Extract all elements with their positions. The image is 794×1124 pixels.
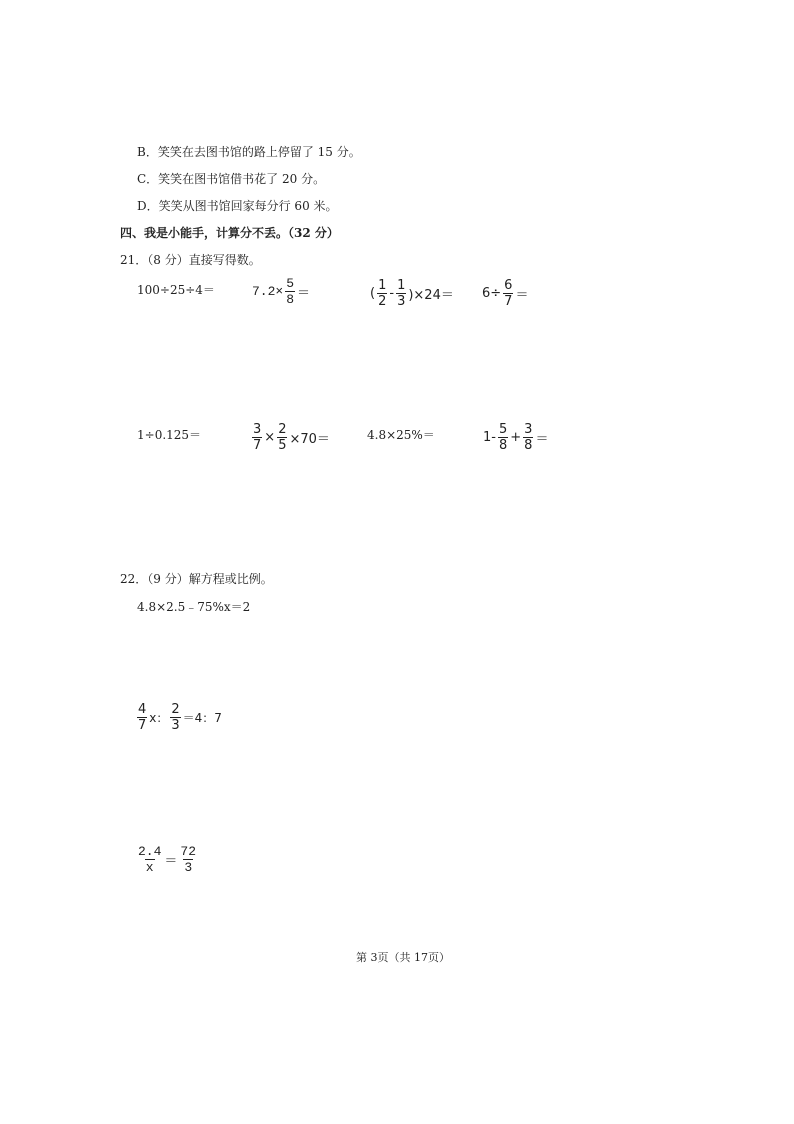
fraction xyxy=(137,703,147,732)
expr-2-pre: 7.2× xyxy=(252,284,284,299)
expr-4 xyxy=(482,279,528,308)
denominator: 7 xyxy=(138,718,147,733)
numerator: 3 xyxy=(253,422,262,437)
option-d: D．笑笑从图书馆回家每分行 60 米。 xyxy=(137,199,338,213)
denominator: 8 xyxy=(498,438,508,453)
expr-1: 100÷25÷4＝ xyxy=(137,283,215,297)
fraction xyxy=(503,279,513,308)
fraction xyxy=(170,703,180,732)
numerator: 3 xyxy=(524,422,533,437)
fraction xyxy=(285,277,295,306)
times-sign: × xyxy=(264,430,276,445)
expr-8-pre: 1- xyxy=(483,430,496,445)
question-21-label: 21．（8 分）直接写得数。 xyxy=(120,253,261,267)
expr-4-post: ＝ xyxy=(515,288,529,303)
expr-4-pre: 6÷ xyxy=(482,286,502,301)
denominator: 5 xyxy=(278,438,287,453)
denominator: 3 xyxy=(397,294,406,309)
expr-2 xyxy=(252,277,310,306)
numerator: 5 xyxy=(286,276,295,291)
minus-sign: - xyxy=(389,286,395,301)
equation-2 xyxy=(135,703,222,732)
expr-8 xyxy=(483,423,548,452)
fraction xyxy=(498,423,508,452)
expr-3-post: )×24＝ xyxy=(408,288,454,303)
expr-6-post: ×70＝ xyxy=(289,432,330,447)
numerator: 1 xyxy=(397,278,406,293)
page-footer: 第 3页（共 17页） xyxy=(356,951,450,964)
expr-8-post: ＝ xyxy=(535,432,549,447)
denominator: 3 xyxy=(171,718,180,733)
numerator: 6 xyxy=(504,278,513,293)
expr-3-open: ( xyxy=(370,286,376,301)
denominator: 8 xyxy=(524,438,533,453)
section-heading: 四、我是小能手，计算分不丢。（32 分） xyxy=(120,226,339,240)
fraction xyxy=(179,845,197,874)
numerator: 2 xyxy=(278,422,287,437)
equals-sign: ＝ xyxy=(164,854,178,869)
equation-3 xyxy=(135,845,199,874)
numerator: 72 xyxy=(180,844,197,859)
fraction xyxy=(523,423,533,452)
equation-1: 4.8×2.5﹣75%x＝2 xyxy=(137,600,251,614)
denominator: 7 xyxy=(253,438,262,453)
fraction xyxy=(377,279,387,308)
denominator: x xyxy=(145,860,154,875)
expr-2-post: ＝ xyxy=(297,286,311,301)
expr-3 xyxy=(370,279,454,308)
numerator: 4 xyxy=(138,702,147,717)
fraction xyxy=(277,423,287,452)
numerator: 2 xyxy=(171,702,180,717)
numerator: 1 xyxy=(378,278,387,293)
expr-6 xyxy=(250,423,330,452)
denominator: 8 xyxy=(286,292,295,307)
option-b: B．笑笑在去图书馆的路上停留了 15 分。 xyxy=(137,145,361,159)
equation-2-post: ＝4：7 xyxy=(182,711,222,725)
expr-5: 1÷0.125＝ xyxy=(137,428,202,442)
denominator: 3 xyxy=(184,860,193,875)
numerator: 2.4 xyxy=(138,844,162,859)
ratio-x: x： xyxy=(149,711,169,725)
fraction xyxy=(137,845,162,874)
option-c: C．笑笑在图书馆借书花了 20 分。 xyxy=(137,172,326,186)
denominator: 7 xyxy=(504,294,513,309)
numerator: 5 xyxy=(498,422,508,437)
expr-7: 4.8×25%＝ xyxy=(367,428,435,442)
denominator: 2 xyxy=(378,294,387,309)
fraction xyxy=(396,279,406,308)
fraction xyxy=(252,423,262,452)
plus-sign: + xyxy=(510,430,522,445)
question-22-label: 22．（9 分）解方程或比例。 xyxy=(120,572,273,586)
